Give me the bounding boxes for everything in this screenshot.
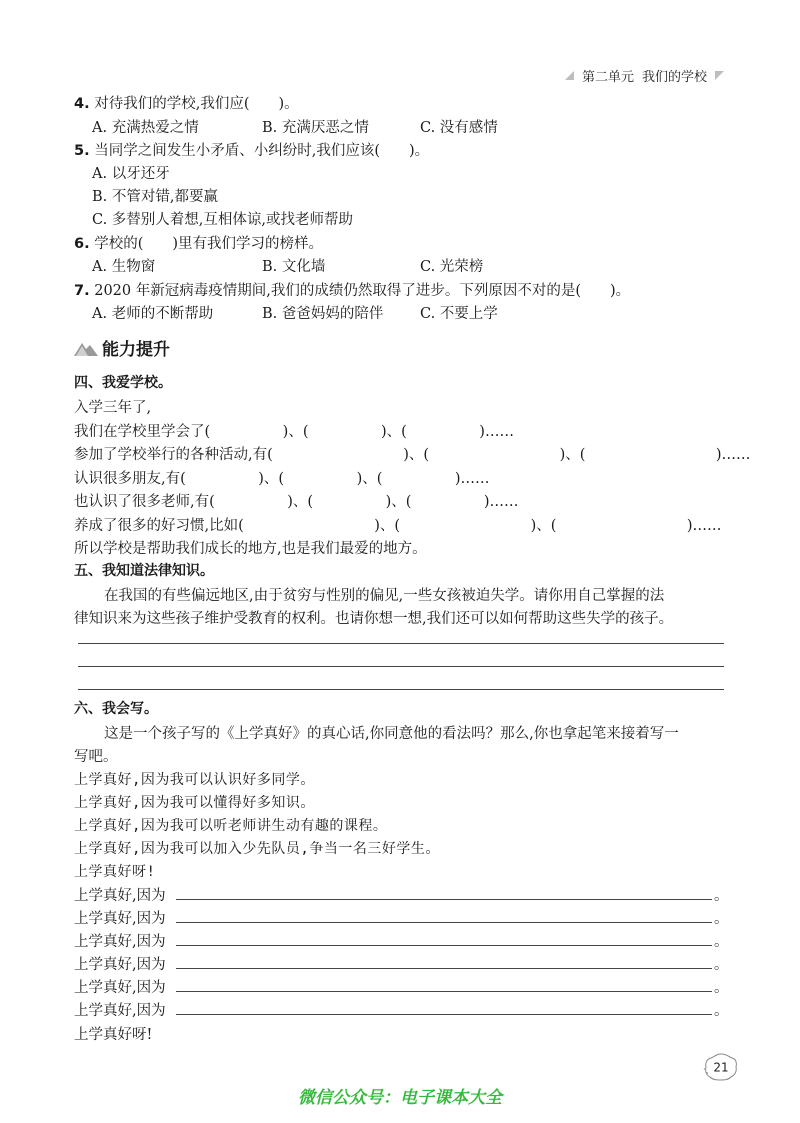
q4-option-b: B. 充满厌恶之情 — [262, 120, 369, 136]
write-prompt: 上学真好,因为 — [74, 957, 166, 973]
write-line[interactable] — [176, 968, 712, 969]
write-prompt: 上学真好,因为 — [74, 934, 166, 950]
write-end: 。 — [714, 980, 729, 996]
answer-line[interactable] — [78, 643, 724, 644]
q4-option-c: C. 没有感情 — [420, 120, 498, 136]
question-stem: 2020 年新冠病毒疫情期间,我们的成绩仍然取得了进步。下列原因不对的是( )。 — [94, 283, 631, 299]
question-number: 4. — [74, 96, 90, 112]
sample-line-4: 上学真好,因为我可以加入少先队员,争当一名三好学生。 — [74, 841, 440, 857]
s6-para-1: 这是一个孩子写的《上学真好》的真心话,你同意他的看法吗？那么,你也拿起笔来接着写一 — [104, 726, 679, 742]
write-line[interactable] — [176, 899, 712, 900]
section-6-title: 六、我会写。 — [74, 701, 158, 717]
q6-option-a: A. 生物窗 — [92, 259, 156, 275]
closing-line: 上学真好呀! — [74, 1027, 153, 1043]
answer-line[interactable] — [78, 666, 724, 667]
question-number: 5. — [74, 143, 90, 159]
q5-option-c: C. 多替别人着想,互相体谅,或找老师帮助 — [92, 212, 354, 228]
page-number-badge-icon — [703, 1052, 739, 1082]
write-line[interactable] — [176, 922, 712, 923]
page-number: 21 — [713, 1060, 729, 1075]
write-line[interactable] — [176, 945, 712, 946]
unit-label: 第二单元 — [581, 70, 634, 85]
section-4-title: 四、我爱学校。 — [74, 375, 172, 391]
sample-line-5: 上学真好呀! — [74, 864, 156, 880]
q5-option-a: A. 以牙还牙 — [92, 166, 170, 182]
s4-line-3: 参加了学校举行的各种活动,有( )、( )、( )…… — [74, 447, 751, 463]
section-5-title: 五、我知道法律知识。 — [74, 563, 214, 579]
write-prompt: 上学真好,因为 — [74, 888, 166, 904]
s5-para-2: 律知识来为这些孩子维护受教育的权利。也请你想一想,我们还可以如何帮助这些失学的孩子。 — [74, 611, 674, 627]
s4-line-4: 认识很多朋友,有( )、( )、( )…… — [74, 471, 490, 487]
write-end: 。 — [714, 911, 729, 927]
answer-line[interactable] — [78, 689, 724, 690]
ability-label: 能力提升 — [102, 340, 170, 360]
question-5 — [74, 139, 429, 160]
write-prompt: 上学真好,因为 — [74, 980, 166, 996]
write-line[interactable] — [176, 991, 712, 992]
sample-line-2: 上学真好,因为我可以懂得好多知识。 — [74, 795, 315, 811]
question-stem: 当同学之间发生小矛盾、小纠纷时,我们应该( )。 — [94, 143, 430, 159]
q7-option-b: B. 爸爸妈妈的陪伴 — [262, 306, 384, 322]
sample-line-1: 上学真好,因为我可以认识好多同学。 — [74, 772, 315, 788]
question-number: 6. — [74, 236, 90, 252]
q7-option-c: C. 不要上学 — [420, 306, 498, 322]
running-header — [565, 66, 724, 85]
write-end: 。 — [714, 888, 729, 904]
unit-topic: 我们的学校 — [641, 70, 707, 85]
triangle-right-icon — [715, 71, 724, 80]
s4-line-6: 养成了很多的好习惯,比如( )、( )、( )…… — [74, 518, 722, 534]
write-end: 。 — [714, 934, 729, 950]
s4-line-2: 我们在学校里学会了( )、( )、( )…… — [74, 424, 514, 440]
q6-option-b: B. 文化墙 — [262, 259, 326, 275]
q4-option-a: A. 充满热爱之情 — [92, 120, 199, 136]
write-prompt: 上学真好,因为 — [74, 1003, 166, 1019]
question-stem: 对待我们的学校,我们应( )。 — [94, 96, 299, 112]
q5-option-b: B. 不管对错,都要赢 — [92, 189, 218, 205]
write-prompt: 上学真好,因为 — [74, 911, 166, 927]
s6-para-2: 写吧。 — [74, 749, 118, 765]
q7-option-a: A. 老师的不断帮助 — [92, 306, 214, 322]
mountain-icon — [74, 340, 98, 356]
question-stem: 学校的( )里有我们学习的榜样。 — [94, 236, 324, 252]
s4-line-1: 入学三年了, — [74, 400, 152, 416]
footer-watermark: 微信公众号：电子课本大全 — [298, 1088, 502, 1108]
question-number: 7. — [74, 283, 90, 299]
s5-para-1: 在我国的有些偏远地区,由于贫穷与性别的偏见,一些女孩被迫失学。请你用自己掌握的法 — [104, 588, 665, 604]
write-end: 。 — [714, 1003, 729, 1019]
write-line[interactable] — [176, 1014, 712, 1015]
q6-option-c: C. 光荣榜 — [420, 259, 484, 275]
sample-line-3: 上学真好,因为我可以听老师讲生动有趣的课程。 — [74, 818, 388, 834]
s4-line-7: 所以学校是帮助我们成长的地方,也是我们最爱的地方。 — [74, 541, 427, 557]
triangle-left-icon — [565, 71, 574, 80]
ability-heading — [74, 335, 170, 360]
s4-line-5: 也认识了很多老师,有( )、( )、( )…… — [74, 494, 519, 510]
question-6 — [74, 232, 323, 253]
question-4 — [74, 92, 299, 113]
question-7 — [74, 279, 630, 300]
write-end: 。 — [714, 957, 729, 973]
